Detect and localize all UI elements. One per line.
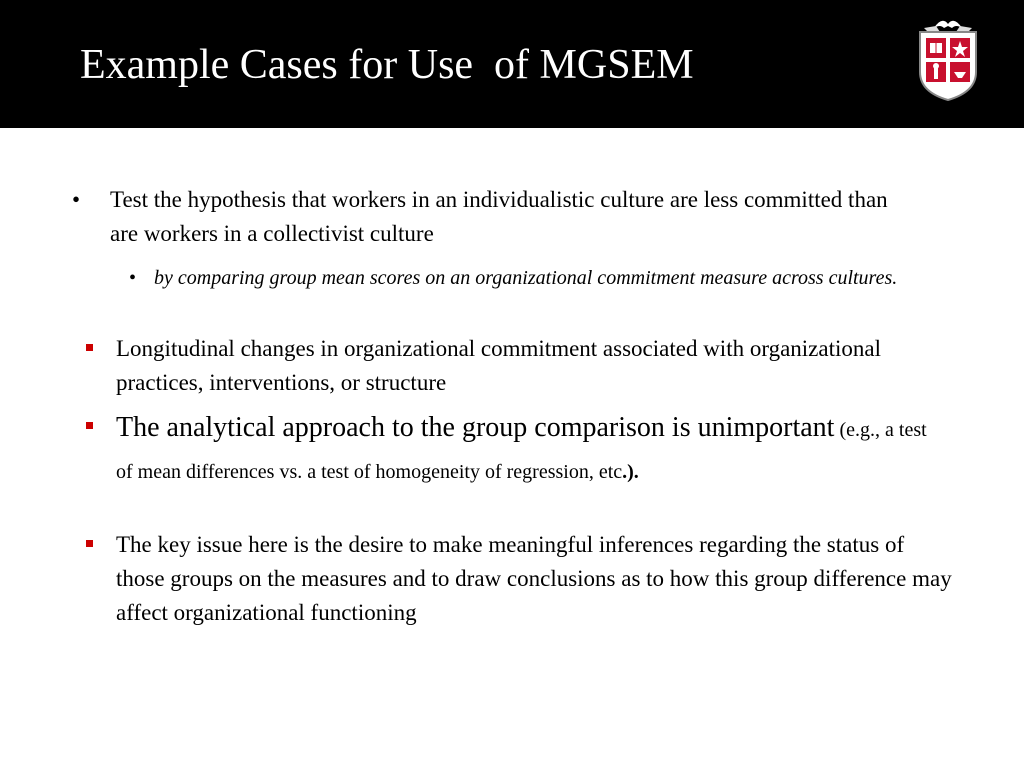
list-item-text-small: (e.g., a test of mean differences vs. a test of homogeneity of regression, etc xyxy=(116,419,927,483)
square-bullet-icon xyxy=(86,540,93,547)
list-item-text: Test the hypothesis that workers in an individualistic culture are less committed than are workers in a collectivist culture xyxy=(110,187,888,246)
list-item-text-end: .). xyxy=(622,461,639,483)
title-bar xyxy=(0,0,1024,128)
university-shield-logo xyxy=(914,14,982,102)
list-item-text: Longitudinal changes in organizational commitment associated with organizational practices, interventions, or structure xyxy=(116,336,881,395)
square-bullet-icon xyxy=(86,422,93,429)
list-item-text xyxy=(116,408,936,494)
bullet-dot-icon: • xyxy=(72,187,81,212)
list-item-text-large: The analytical approach to the group comparison is unimportant xyxy=(116,412,835,443)
list-item-text: by comparing group mean scores on an organizational commitment measure across cultures. xyxy=(154,267,898,289)
list-item-text: The key issue here is the desire to make meaningful inferences regarding the status of those groups on the measures and to draw conclusions as to how this group difference may affect organizational functioning xyxy=(116,532,952,625)
square-bullet-icon xyxy=(86,344,93,351)
slide-title: Example Cases for Use of MGSEM xyxy=(80,42,694,88)
bullet-dot-icon: • xyxy=(129,267,137,289)
